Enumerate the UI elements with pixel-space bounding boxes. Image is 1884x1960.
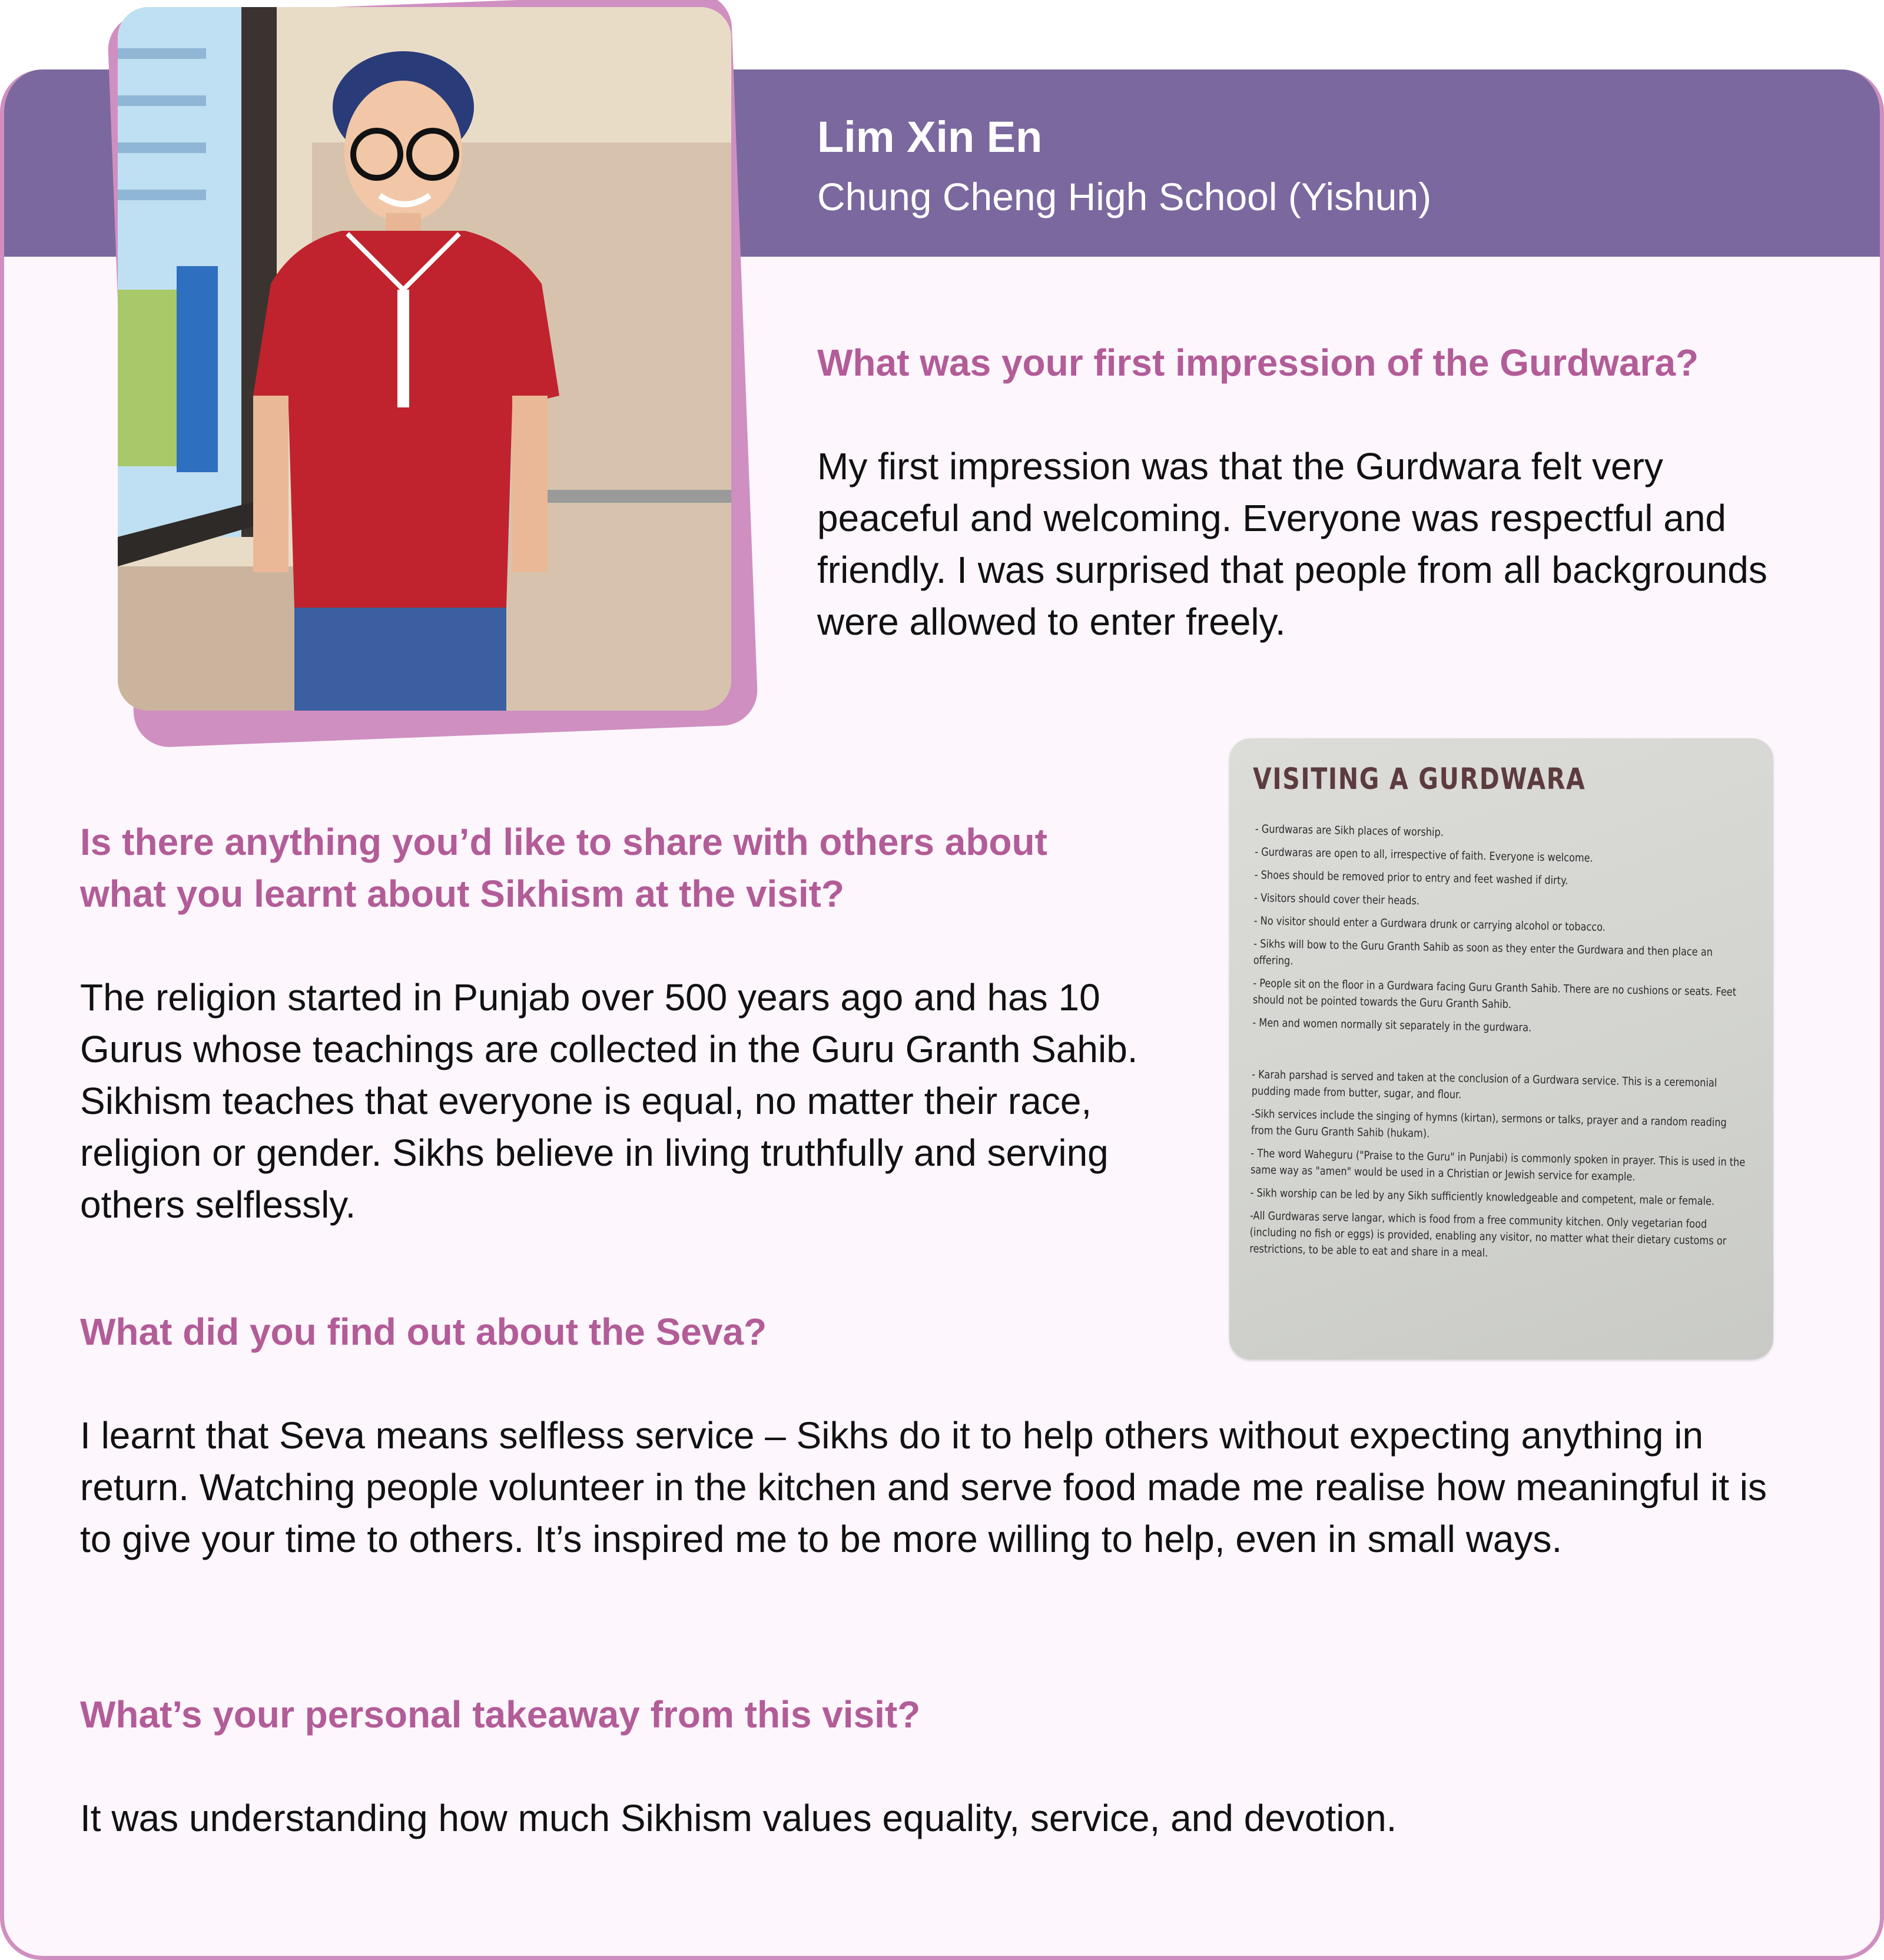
sign-line: - Visitors should cover their heads. bbox=[1254, 891, 1420, 908]
gurdwara-sign-photo bbox=[1229, 738, 1773, 1359]
answer-seva: I learnt that Seva means selfless service – Sikhs do it to help others without expecting anything in return. Watching people volunteer in the kitchen and serve food made me realise how meaningful it is to give your time to others. It’s inspired me to be more willing to help, even in small ways. bbox=[80, 1414, 1767, 1560]
sign-line: - People sit on the floor in a Gurdwara facing Guru Granth Sahib. There are no cushions or seats. Feet should not be pointed towards the Guru Granth Sahib. bbox=[1252, 976, 1737, 1011]
sign-line: - Shoes should be removed prior to entry and feet washed if dirty. bbox=[1254, 868, 1568, 887]
question-first-impression: What was your first impression of the Gurdwara? bbox=[817, 341, 1699, 384]
sign-title: VISITING A GURDWARA bbox=[1253, 762, 1586, 796]
sign-line: - Sikh worship can be led by any Sikh sufficiently knowledgeable and competent, male or female. bbox=[1250, 1186, 1715, 1208]
sign-line: -Sikh services include the singing of hymns (kirtan), sermons or talks, prayer and a random reading from the Guru Granth Sahib (hukam). bbox=[1251, 1107, 1727, 1140]
sign-line: - Karah parshad is served and taken at the conclusion of a Gurdwara service. This is a ceremonial pudding made from butter, sugar, and flour. bbox=[1251, 1067, 1717, 1102]
question-sikhism-learnt: Is there anything you’d like to share with others about what you learnt about Sikhism at the visit? bbox=[80, 821, 1047, 915]
sign-text bbox=[1249, 821, 1756, 1273]
sign-line: - Sikhs will bow to the Guru Granth Sahib as soon as they enter the Gurdwara and then place an offering. bbox=[1253, 937, 1713, 968]
answer-sikhism-learnt: The religion started in Punjab over 500 years ago and has 10 Gurus whose teachings are collected in the Guru Granth Sahib. Sikhism teaches that everyone is equal, no matter their race, religion or gender. Sikhs believe in living truthfully and serving others selflessly. bbox=[80, 976, 1138, 1226]
school-name: Chung Cheng High School (Yishun) bbox=[817, 175, 1432, 218]
question-seva: What did you find out about the Seva? bbox=[80, 1311, 767, 1353]
sign-line: - No visitor should enter a Gurdwara drunk or carrying alcohol or tobacco. bbox=[1253, 914, 1606, 934]
sign-line: - Gurdwaras are Sikh places of worship. bbox=[1255, 822, 1444, 839]
answer-takeaway: It was understanding how much Sikhism values equality, service, and devotion. bbox=[80, 1797, 1397, 1839]
student-name: Lim Xin En bbox=[817, 112, 1043, 161]
sign-line: - The word Waheguru ("Praise to the Guru" in Punjabi) is commonly spoken in prayer. This is used in the same way as "amen" would be used in a Christian or Jewish service for example. bbox=[1250, 1146, 1746, 1184]
student-photo-illustration bbox=[118, 7, 731, 711]
question-takeaway: What’s your personal takeaway from this visit? bbox=[80, 1693, 921, 1736]
sign-line: - Men and women normally sit separately in the gurdwara. bbox=[1252, 1016, 1532, 1034]
sign-line: - Gurdwaras are open to all, irrespective of faith. Everyone is welcome. bbox=[1255, 845, 1593, 865]
student-photo bbox=[118, 7, 731, 711]
sign-line: -All Gurdwaras serve langar, which is food from a free community kitchen. Only vegetarian food (including no fish or eggs) is provided, enabling any visitor, no matter what their dietary customs or restrictions, to be able to eat and share in a meal. bbox=[1249, 1209, 1727, 1260]
answer-first-impression: My first impression was that the Gurdwara felt very peaceful and welcoming. Everyone was respectful and friendly. I was surprised that people from all backgrounds were allowed to enter freely. bbox=[817, 445, 1767, 643]
